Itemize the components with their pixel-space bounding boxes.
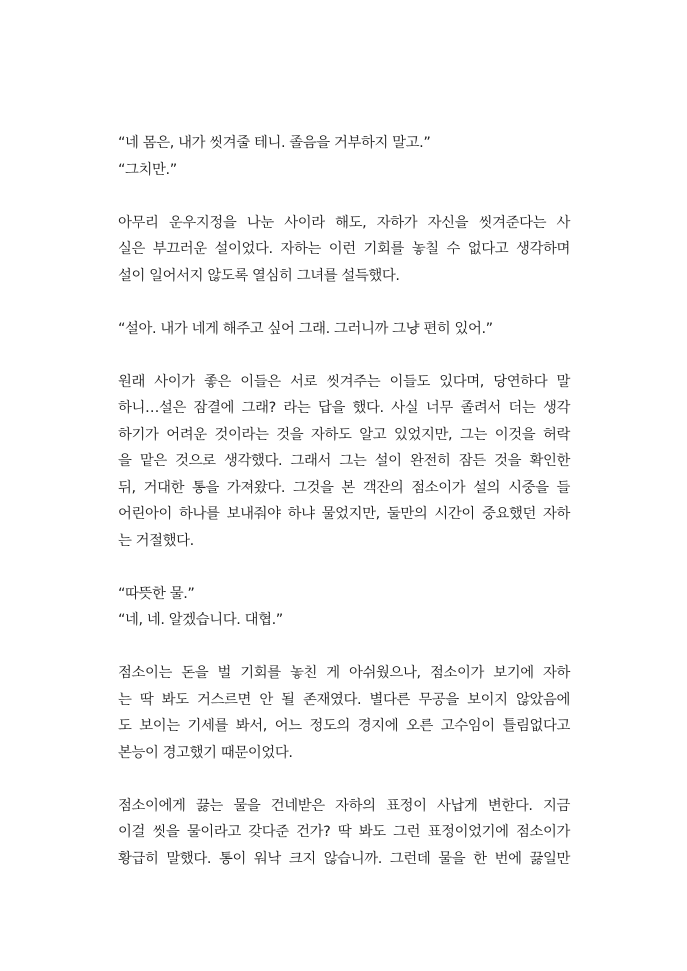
paragraph-line: 는 거절했다. xyxy=(118,532,194,549)
paragraph-line: 뒤, 거대한 통을 가져왔다. 그것을 본 객잔의 점소이가 설의 시중을 들 xyxy=(118,479,570,496)
dialogue-line: “설아. 내가 네게 해주고 싶어 그래. 그러니까 그냥 편히 있어.” xyxy=(118,320,493,337)
dialogue-line: “네 몸은, 내가 씻겨줄 테니. 졸음을 거부하지 말고.” xyxy=(118,135,431,151)
paragraph-line: 원래 사이가 좋은 이들은 서로 씻겨주는 이들도 있다며, 당연하다 말 xyxy=(118,373,570,390)
paragraph-line: 하니…설은 잠결에 그래? 라는 답을 했다. 사실 너무 졸려서 더는 생각 xyxy=(118,400,570,416)
paragraph-gap xyxy=(118,766,570,793)
dialogue-line: “네, 네. 알겠습니다. 대협.” xyxy=(118,612,283,628)
paragraph-line: 하기가 어려운 것이라는 것을 자하도 알고 있었지만, 그는 이것을 허락 xyxy=(118,426,570,443)
paragraph-gap xyxy=(118,289,570,316)
paragraph-line: 는 딱 봐도 거스르면 안 될 존재였다. 별다른 무공을 보이지 않았음에 xyxy=(118,691,570,708)
paragraph-gap xyxy=(118,183,570,210)
paragraph-line: 점소이에게 끓는 물을 건네받은 자하의 표정이 사납게 변한다. 지금 xyxy=(118,797,570,814)
paragraph-line: 이걸 씻을 물이라고 갖다준 건가? 딱 봐도 그런 표정이었기에 점소이가 xyxy=(118,824,570,840)
paragraph-gap xyxy=(118,342,570,369)
paragraph-line: 실은 부끄러운 설이었다. 자하는 이런 기회를 놓칠 수 없다고 생각하며 xyxy=(118,241,570,257)
dialogue-line: “따뜻한 물.” xyxy=(118,585,195,602)
paragraph-line: 도 보이는 기세를 봐서, 어느 정도의 경지에 오른 고수임이 틀림없다고 xyxy=(118,718,570,734)
paragraph-line: 점소이는 돈을 벌 기회를 놓친 게 아쉬웠으나, 점소이가 보기에 자하 xyxy=(118,665,570,681)
document-body xyxy=(118,130,570,872)
dialogue-line: “그치만.” xyxy=(118,161,177,178)
paragraph-line: 설이 일어서지 않도록 열심히 그녀를 설득했다. xyxy=(118,267,400,284)
paragraph-line: 황급히 말했다. 통이 워낙 크지 않습니까. 그런데 물을 한 번에 끓일만 xyxy=(118,850,570,867)
paragraph-gap xyxy=(118,554,570,581)
paragraph-gap xyxy=(118,634,570,661)
paragraph-line: 본능이 경고했기 때문이었다. xyxy=(118,744,293,761)
paragraph-line: 을 맡은 것으로 생각했다. 그래서 그는 설이 완전히 잠든 것을 확인한 xyxy=(118,453,570,469)
paragraph-line: 어린아이 하나를 보내줘야 하냐 물었지만, 둘만의 시간이 중요했던 자하 xyxy=(118,506,570,522)
paragraph-line: 아무리 운우지정을 나눈 사이라 해도, 자하가 자신을 씻겨준다는 사 xyxy=(118,214,570,231)
